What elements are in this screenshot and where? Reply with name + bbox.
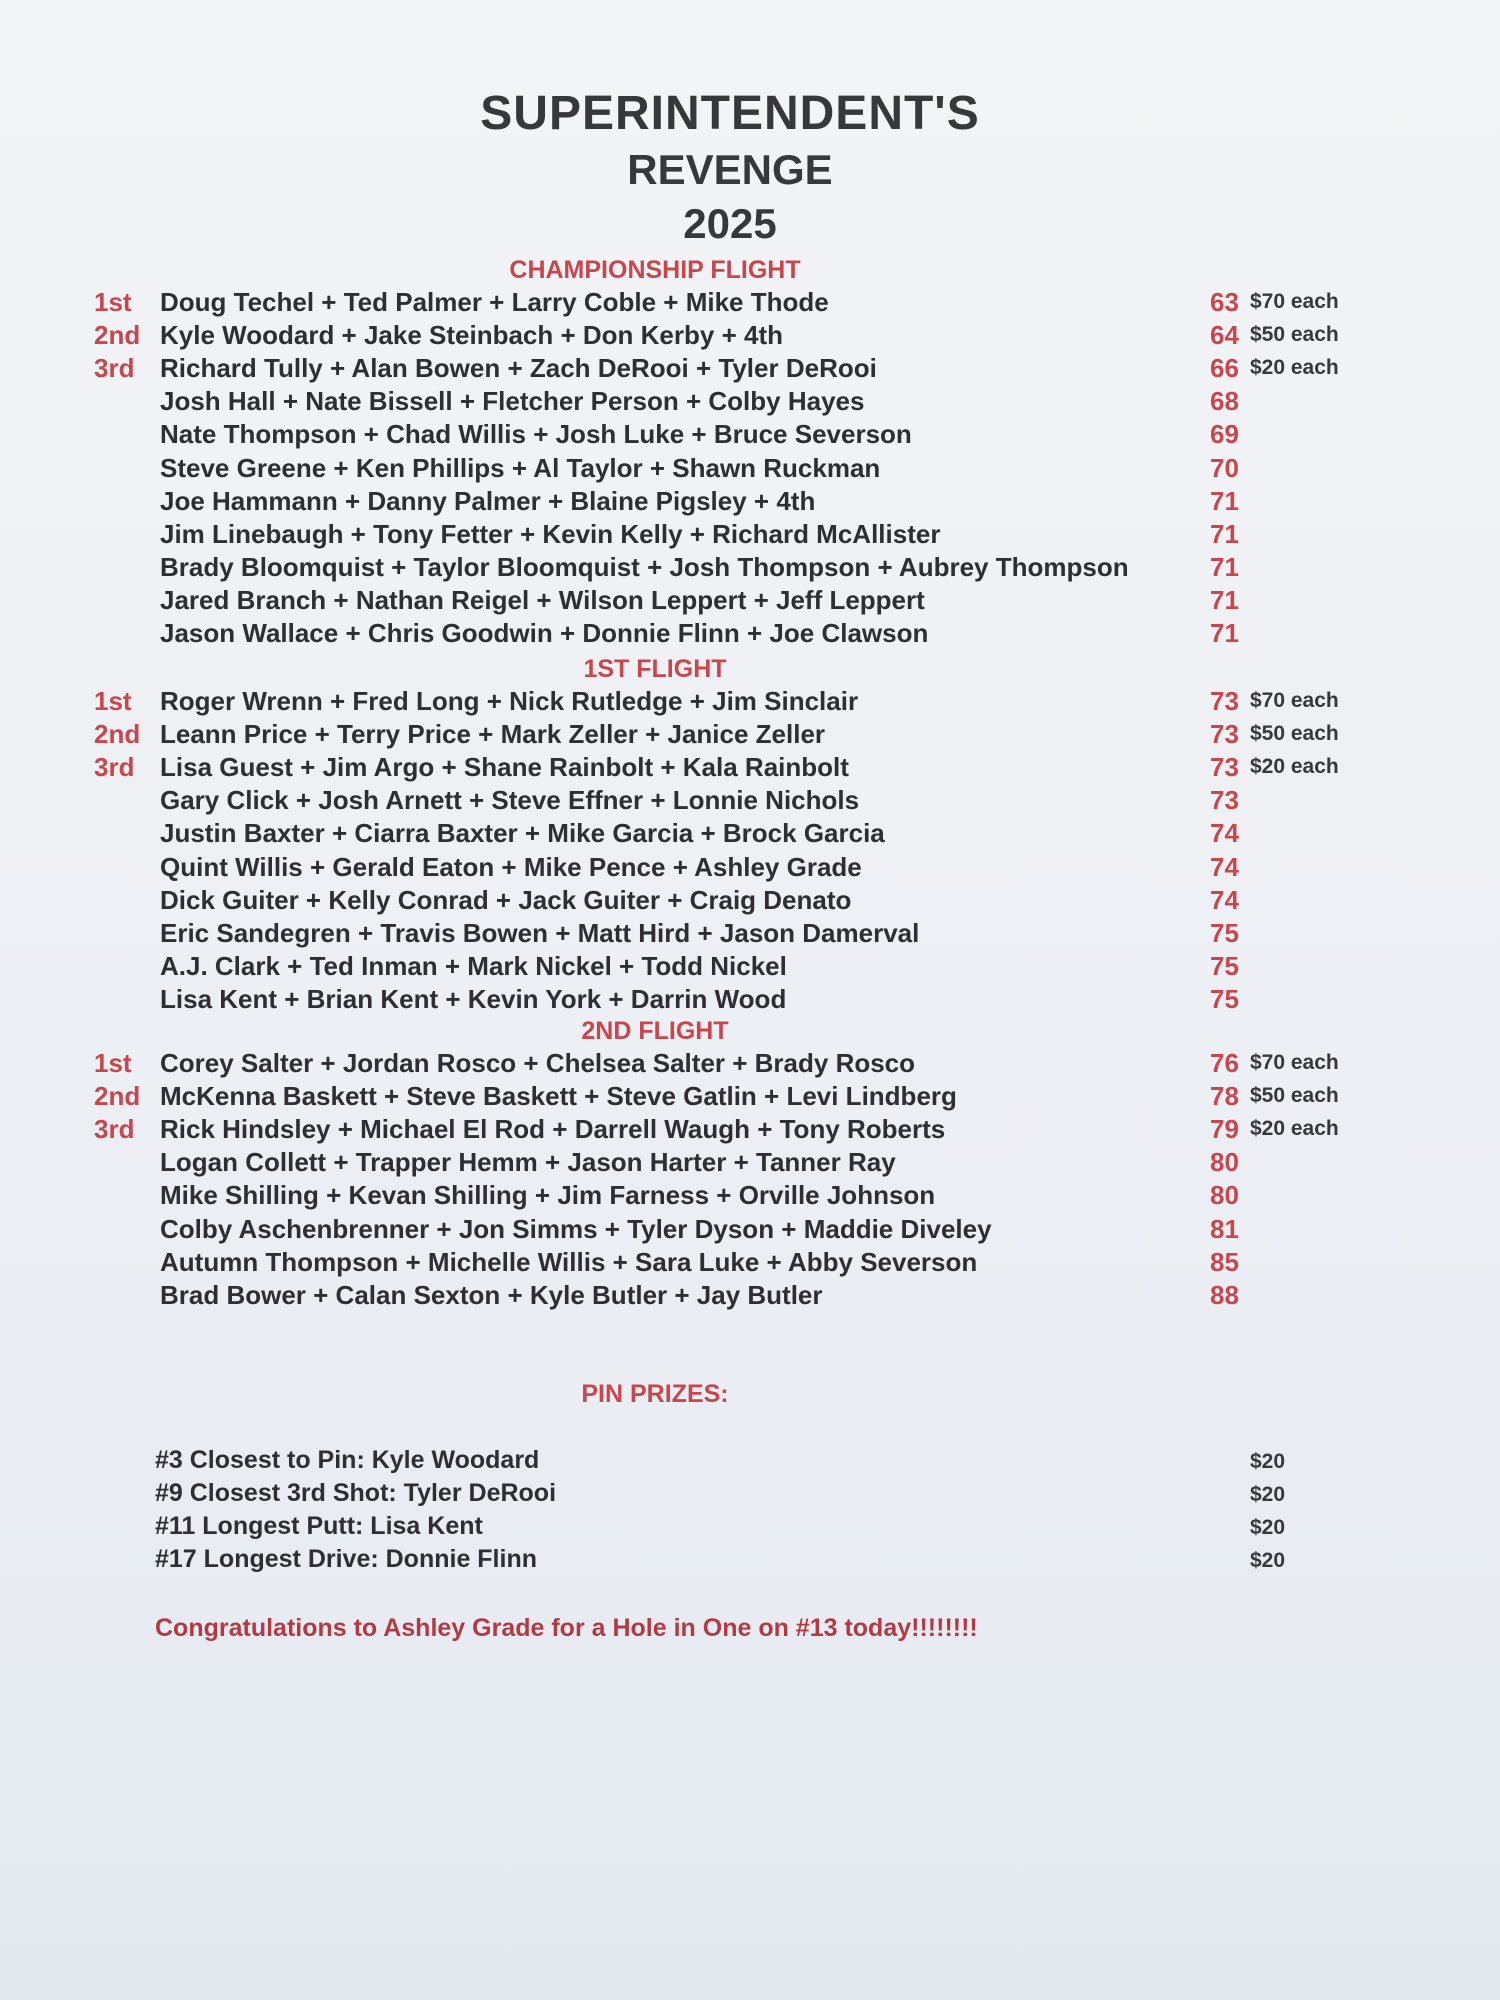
team-names: Mike Shilling + Kevan Shilling + Jim Farness + Orville Johnson [160, 1180, 936, 1211]
team-score: 74 [1210, 884, 1239, 915]
result-row [0, 918, 1500, 951]
result-row [0, 419, 1500, 452]
result-row [0, 353, 1500, 386]
result-row [0, 1147, 1500, 1180]
prize-amount: $50 each [1250, 323, 1339, 347]
team-names: Leann Price + Terry Price + Mark Zeller + Janice Zeller [160, 719, 826, 750]
pin-prize-row [0, 1479, 1500, 1512]
team-score: 63 [1210, 287, 1239, 317]
prize-amount: $70 each [1250, 1051, 1339, 1074]
result-row [0, 1247, 1500, 1280]
team-names: A.J. Clark + Ted Inman + Mark Nickel + Todd Nickel [160, 950, 787, 981]
team-names: Jim Linebaugh + Tony Fetter + Kevin Kelly + Richard McAllister [160, 518, 941, 549]
team-score: 71 [1210, 518, 1239, 549]
team-score: 81 [1210, 1213, 1239, 1244]
result-row [0, 320, 1500, 353]
team-names: Jared Branch + Nathan Reigel + Wilson Leppert + Jeff Leppert [160, 584, 925, 615]
result-place: 3rd [94, 752, 135, 783]
pin-prize-label: #17 Longest Drive: Donnie Flinn [155, 1545, 537, 1574]
team-names: Josh Hall + Nate Bissell + Fletcher Person + Colby Hayes [160, 386, 865, 417]
prize-amount: $20 each [1250, 1117, 1339, 1141]
pin-prize-amount: $20 [1250, 1450, 1286, 1473]
result-place: 1st [94, 1048, 132, 1078]
pin-prize-label: #9 Closest 3rd Shot: Tyler DeRooi [155, 1479, 557, 1508]
team-names: Joe Hammann + Danny Palmer + Blaine Pigsley + 4th [160, 485, 816, 516]
team-names: Justin Baxter + Ciarra Baxter + Mike Garcia + Brock Garcia [160, 818, 885, 849]
team-score: 74 [1210, 818, 1239, 849]
team-score: 75 [1210, 983, 1239, 1014]
team-score: 76 [1210, 1048, 1239, 1078]
team-names: Doug Techel + Ted Palmer + Larry Coble + Mike Thode [160, 287, 829, 317]
team-names: Colby Aschenbrenner + Jon Simms + Tyler Dyson + Maddie Diveley [160, 1213, 992, 1244]
team-score: 71 [1210, 584, 1239, 615]
team-names: Brady Bloomquist + Taylor Bloomquist + Josh Thompson + Aubrey Thompson [160, 551, 1129, 582]
result-row [0, 486, 1500, 519]
title-line-1: SUPERINTENDENT'S [480, 87, 980, 140]
result-row [0, 287, 1500, 320]
result-row [0, 852, 1500, 885]
team-score: 78 [1210, 1081, 1239, 1112]
result-row [0, 1214, 1500, 1247]
pin-prize-row [0, 1545, 1500, 1578]
team-names: Kyle Woodard + Jake Steinbach + Don Kerby + 4th [160, 320, 783, 351]
pin-prize-label: #11 Longest Putt: Lisa Kent [155, 1512, 483, 1541]
pin-prize-amount: $20 [1250, 1516, 1286, 1540]
pin-prize-row [0, 1512, 1500, 1545]
result-row [0, 1048, 1500, 1081]
team-score: 71 [1210, 551, 1239, 582]
result-row [0, 519, 1500, 552]
result-place: 1st [94, 686, 132, 716]
team-score: 80 [1210, 1180, 1239, 1211]
team-names: Jason Wallace + Chris Goodwin + Donnie Flinn + Joe Clawson [160, 618, 929, 648]
team-names: Lisa Kent + Brian Kent + Kevin York + Darrin Wood [160, 983, 787, 1014]
result-row [0, 785, 1500, 818]
team-names: Gary Click + Josh Arnett + Steve Effner + Lonnie Nichols [160, 785, 860, 816]
team-score: 73 [1210, 719, 1239, 750]
result-place: 2nd [94, 719, 141, 750]
result-row [0, 552, 1500, 585]
result-row [0, 618, 1500, 651]
result-place: 1st [94, 287, 132, 317]
prize-amount: $50 each [1250, 722, 1339, 746]
team-names: Quint Willis + Gerald Eaton + Mike Pence + Ashley Grade [160, 851, 862, 882]
team-names: Autumn Thompson + Michelle Willis + Sara Luke + Abby Severson [160, 1246, 978, 1277]
team-score: 68 [1210, 386, 1239, 417]
title-line-2: REVENGE [627, 146, 833, 193]
pin-prize-label: #3 Closest to Pin: Kyle Woodard [155, 1446, 540, 1474]
result-place: 3rd [94, 1114, 135, 1145]
team-score: 64 [1210, 320, 1239, 351]
team-names: Corey Salter + Jordan Rosco + Chelsea Salter + Brady Rosco [160, 1048, 916, 1078]
result-row [0, 1114, 1500, 1147]
hole-in-one-message: Congratulations to Ashley Grade for a Hole in One on #13 today!!!!!!!! [155, 1614, 978, 1642]
team-score: 73 [1210, 752, 1239, 783]
result-place: 3rd [94, 353, 135, 384]
result-row [0, 719, 1500, 752]
team-names: Steve Greene + Ken Phillips + Al Taylor + Shawn Ruckman [160, 452, 881, 483]
team-score: 74 [1210, 851, 1239, 882]
pin-prizes-heading: PIN PRIZES: [581, 1380, 729, 1408]
team-names: Richard Tully + Alan Bowen + Zach DeRooi + Tyler DeRooi [160, 353, 877, 384]
result-row [0, 1280, 1500, 1313]
result-row [0, 818, 1500, 851]
result-place: 2nd [94, 1081, 141, 1112]
result-row [0, 951, 1500, 984]
team-score: 71 [1210, 618, 1239, 648]
team-score: 80 [1210, 1147, 1239, 1178]
team-score: 66 [1210, 353, 1239, 384]
team-score: 75 [1210, 917, 1239, 948]
team-score: 79 [1210, 1114, 1239, 1145]
flight-heading: 1ST FLIGHT [583, 655, 727, 683]
team-names: Rick Hindsley + Michael El Rod + Darrell Waugh + Tony Roberts [160, 1114, 946, 1145]
result-row [0, 885, 1500, 918]
result-row [0, 984, 1500, 1017]
team-score: 75 [1210, 950, 1239, 981]
team-score: 85 [1210, 1246, 1239, 1277]
prize-amount: $50 each [1250, 1084, 1339, 1108]
result-row [0, 686, 1500, 719]
prize-amount: $70 each [1250, 689, 1339, 712]
team-score: 88 [1210, 1279, 1239, 1310]
result-row [0, 386, 1500, 419]
pin-prize-amount: $20 [1250, 1483, 1286, 1507]
result-place: 2nd [94, 320, 141, 351]
team-names: Nate Thompson + Chad Willis + Josh Luke + Bruce Severson [160, 419, 912, 450]
team-score: 69 [1210, 419, 1239, 450]
team-score: 73 [1210, 686, 1239, 716]
pin-prize-row [0, 1446, 1500, 1479]
pin-prize-amount: $20 [1250, 1549, 1286, 1573]
team-names: Brad Bower + Calan Sexton + Kyle Butler + Jay Butler [160, 1279, 823, 1310]
team-names: Eric Sandegren + Travis Bowen + Matt Hird + Jason Damerval [160, 917, 920, 948]
prize-amount: $70 each [1250, 290, 1339, 313]
result-row [0, 453, 1500, 486]
team-score: 71 [1210, 485, 1239, 516]
prize-amount: $20 each [1250, 356, 1339, 380]
team-names: Roger Wrenn + Fred Long + Nick Rutledge + Jim Sinclair [160, 686, 859, 716]
result-row [0, 585, 1500, 618]
team-names: Dick Guiter + Kelly Conrad + Jack Guiter + Craig Denato [160, 884, 852, 915]
team-names: Lisa Guest + Jim Argo + Shane Rainbolt + Kala Rainbolt [160, 752, 849, 783]
team-score: 70 [1210, 452, 1239, 483]
flight-heading: CHAMPIONSHIP FLIGHT [509, 256, 801, 284]
result-row [0, 1081, 1500, 1114]
title-year: 2025 [683, 200, 777, 247]
flight-heading: 2ND FLIGHT [581, 1017, 729, 1045]
team-names: McKenna Baskett + Steve Baskett + Steve Gatlin + Levi Lindberg [160, 1081, 957, 1112]
team-names: Logan Collett + Trapper Hemm + Jason Harter + Tanner Ray [160, 1147, 896, 1178]
prize-amount: $20 each [1250, 755, 1339, 779]
result-row [0, 752, 1500, 785]
result-row [0, 1180, 1500, 1213]
team-score: 73 [1210, 785, 1239, 816]
